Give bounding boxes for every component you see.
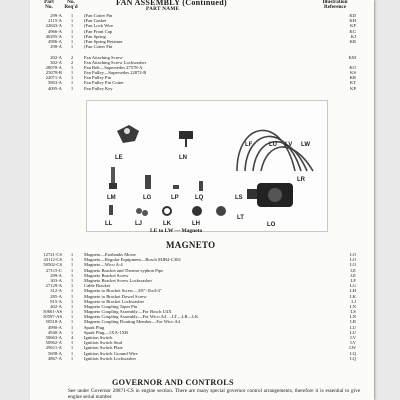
- part-number: 50601-AS: [43, 309, 62, 315]
- parts-row: [38, 356, 366, 361]
- part-name: Fan Attaching Screw Lockwasher: [84, 59, 147, 65]
- illustration-ref: LJ: [351, 298, 356, 304]
- label-lq: LQ: [195, 195, 204, 201]
- illustration-ref: LE: [350, 272, 356, 278]
- part-name: Ignition Switch Stud: [84, 340, 123, 346]
- fan-parts-list: [38, 13, 366, 91]
- illustration-ref: LV: [350, 340, 356, 346]
- part-lg: [145, 175, 151, 189]
- part-number: 5698-A: [47, 350, 62, 356]
- illustration-ref: KF: [350, 23, 356, 29]
- label-le: LE: [115, 155, 123, 161]
- part-number: 4095-A: [47, 85, 62, 91]
- part-ll: [109, 205, 113, 215]
- illustration-ref: LO: [349, 262, 356, 268]
- part-name: Magneto Bracket Screw Lockwasher: [84, 277, 152, 283]
- quantity: 1: [70, 85, 74, 91]
- quantity: 1: [70, 38, 74, 44]
- illustration-ref: KS: [350, 70, 356, 76]
- illustration-ref: LO: [349, 257, 356, 263]
- quantity: 1: [70, 303, 74, 309]
- catalog-page: [30, 0, 374, 400]
- part-name: Magneto to Bracket Dowel Screw: [84, 293, 147, 299]
- part-number: 4990-A: [47, 324, 62, 330]
- quantity: 1: [70, 18, 74, 24]
- part-name: (Fan Cotter Pin: [84, 44, 113, 50]
- illustration-ref: KG: [349, 28, 356, 34]
- part-number: 285-A: [50, 293, 62, 299]
- quantity: 1: [70, 319, 74, 325]
- part-number: 43112-CS: [43, 257, 62, 263]
- figure-caption: LE to LW — Magneto: [150, 228, 203, 234]
- illustration-ref: LN: [349, 314, 356, 320]
- part-number: 40295-A: [45, 33, 62, 39]
- part-number: 312-A: [50, 288, 62, 294]
- part-lp: [173, 185, 179, 189]
- illustration-ref: LK: [349, 293, 356, 299]
- spark-plug-part: [109, 167, 117, 189]
- part-name: Spark Plug: [84, 324, 105, 330]
- quantity: 1: [70, 262, 74, 268]
- part-name: Magneto Coupling Assembly—For Wico A4 ....LT—LR—LK: [84, 314, 199, 320]
- part-number: 815-A: [50, 298, 62, 304]
- coupling-part: [179, 131, 193, 147]
- illustration-ref: LH: [349, 288, 356, 294]
- part-name: Magneto Coupling Floating Member—For Wico A4: [84, 319, 181, 325]
- parts-illustration: [87, 101, 327, 231]
- part-number: 22843-A: [45, 23, 62, 29]
- part-name: Magneto Coupling Taper Pin: [84, 303, 138, 309]
- parts-row: [38, 86, 366, 91]
- quantity: 1: [70, 309, 74, 315]
- label-lj: LJ: [135, 221, 143, 227]
- quantity: 1: [70, 267, 74, 273]
- part-name: Ignition Switch Plate: [84, 345, 123, 351]
- part-number: 302-A: [50, 59, 62, 65]
- col-qty: No. Req'd: [64, 0, 78, 10]
- illustration-ref: LE: [350, 267, 356, 273]
- part-name: Fan Pulley Key: [84, 85, 113, 91]
- illustration-ref: KJ: [350, 33, 356, 39]
- part-lj: [136, 208, 148, 216]
- part-name: Ignition Switch: [84, 335, 113, 340]
- part-name: Fan Pulley Pin: [84, 75, 112, 81]
- part-number: 22071-A: [45, 75, 62, 81]
- part-name: Magneto—Fairbanks Morse: [84, 252, 136, 257]
- label-ln: LN: [179, 155, 187, 161]
- part-name: Fan Pulley Pin Cotter: [84, 80, 124, 86]
- bracket-part: [117, 125, 139, 143]
- quantity: 1: [70, 257, 74, 263]
- label-lp: LP: [171, 195, 179, 201]
- quantity: 1: [70, 329, 74, 335]
- magneto-heading: MAGNETO: [166, 240, 216, 250]
- label-lg: LG: [143, 195, 152, 201]
- label-lk: LK: [163, 221, 171, 227]
- governor-paragraph: See under Governor 28871-CS in engine section. There are many special governor control arrangements, therefore it is essential to give engine serial number.: [68, 388, 360, 400]
- illustration-ref: KR: [349, 75, 356, 81]
- label-lv: LV: [285, 142, 293, 148]
- label-lm: LM: [107, 195, 116, 201]
- illustration-ref: KB: [349, 38, 356, 44]
- col-illustration-ref: Illustration Reference: [322, 0, 348, 10]
- quantity: 1: [70, 70, 74, 76]
- part-number: 299-A: [50, 272, 62, 278]
- illustration-ref: LO: [349, 252, 356, 257]
- part-number: 50597-AS: [43, 314, 62, 320]
- part-name: (Fan Front Cap: [84, 28, 113, 34]
- illustration-ref: LU: [349, 324, 356, 330]
- part-number: 299-A: [50, 13, 62, 18]
- part-name: (Fan Lock Wire: [84, 23, 114, 29]
- part-number: 4867-A: [47, 355, 62, 361]
- quantity: 1: [70, 340, 74, 346]
- part-name: Magneto Bracket Screw: [84, 272, 129, 278]
- part-lq: [199, 181, 203, 191]
- part-number: 29611-A: [45, 345, 62, 351]
- part-number: 298-A: [50, 44, 62, 50]
- quantity: 1: [70, 293, 74, 299]
- illustration-ref: LU: [349, 329, 356, 335]
- quantity: 1: [70, 345, 74, 351]
- part-name: Fan Pulley—Supersedes 22872-B: [84, 70, 147, 76]
- illustration-ref: LG: [349, 283, 356, 289]
- col-part-name: PART NAME: [146, 6, 180, 12]
- label-ll: LL: [105, 221, 113, 227]
- part-name: Fan Belt—Supersedes 27578-A: [84, 64, 143, 70]
- illustration-ref: LR: [350, 319, 356, 325]
- part-number: 4986-A: [47, 38, 62, 44]
- quantity: 1: [70, 33, 74, 39]
- part-name: Magneto Coupling Assembly—For Bosch U4X: [84, 309, 172, 315]
- part-name: Spark Plug—1XA-1XB: [84, 329, 129, 335]
- part-number: 4940-A: [47, 329, 62, 335]
- part-number: 28070-A: [45, 64, 62, 70]
- part-name: Magneto to Bracket Screw—3/8"-16x3/4": [84, 288, 162, 294]
- quantity: 1: [70, 324, 74, 330]
- part-name: Cable Bracket: [84, 283, 111, 289]
- illustration-ref: LQ: [349, 350, 356, 356]
- part-name: Fan Attaching Screw: [84, 54, 123, 60]
- quantity: 1: [70, 298, 74, 304]
- quantity: 1: [70, 80, 74, 86]
- quantity: 4: [70, 335, 74, 340]
- label-lr: LR: [297, 177, 305, 183]
- part-number: 402-A: [50, 303, 62, 309]
- part-name: Ignition Switch Lockwasher: [84, 355, 137, 361]
- part-number: 2115-A: [48, 18, 62, 24]
- part-lo-washer: [216, 206, 226, 216]
- quantity: 1: [70, 283, 74, 289]
- illustration-ref: LN: [349, 303, 356, 309]
- magneto-parts-photo: [86, 100, 328, 232]
- quantity: 2: [70, 54, 74, 60]
- fan-section-title: FAN ASSEMBLY (Continued): [116, 0, 227, 7]
- quantity: 1: [70, 288, 74, 294]
- ignition-wires: [237, 130, 313, 171]
- magneto-parts-list: [38, 252, 366, 361]
- illustration-ref: LS: [350, 309, 356, 315]
- label-lh: LH: [192, 221, 200, 227]
- governor-heading: GOVERNOR AND CONTROLS: [112, 378, 234, 387]
- part-number: 5863-A: [47, 80, 62, 86]
- part-number: 202-A: [50, 54, 62, 60]
- part-name: Magneto—Wico A-4: [84, 262, 123, 268]
- quantity: 1: [70, 355, 74, 361]
- part-number: 303-A: [50, 277, 62, 283]
- part-number: 50502-CS: [43, 262, 62, 268]
- quantity: 1: [70, 13, 74, 18]
- quantity: 1: [70, 272, 74, 278]
- part-name: (Fan Spring Retainer: [84, 38, 123, 44]
- illustration-ref: KP: [350, 85, 356, 91]
- label-lo: LO: [267, 222, 276, 228]
- quantity: 1: [70, 64, 74, 70]
- illustration-ref: LF: [350, 277, 356, 283]
- illustration-ref: LV: [350, 335, 356, 340]
- part-number: 12721-CS: [43, 252, 62, 257]
- quantity: 1: [70, 277, 74, 283]
- illustration-ref: LQ: [349, 355, 356, 361]
- part-lh: [192, 206, 202, 216]
- quantity: 1: [70, 252, 74, 257]
- part-name: Magneto—Regular Equipment—Bosch MJB4-C302: [84, 257, 181, 263]
- quantity: 1: [70, 75, 74, 81]
- quantity: 1: [70, 23, 74, 29]
- part-name: (Fan Cotter Pin: [84, 13, 113, 18]
- quantity: 1: [70, 44, 74, 50]
- col-part-no: Part No.: [44, 0, 54, 10]
- part-name: (Fan Spring: [84, 33, 106, 39]
- label-lu: LU: [269, 142, 277, 148]
- part-name: (Fan Gasket: [84, 18, 107, 24]
- part-lk: [163, 207, 171, 215]
- part-name: Magneto Bracket and Thermo-syphon Pipe: [84, 267, 164, 273]
- illustration-ref: KH: [349, 18, 356, 24]
- part-name: Ignition Switch Ground Wire: [84, 350, 138, 356]
- magneto-unit: [247, 183, 293, 207]
- quantity: 1: [70, 28, 74, 34]
- quantity: 1: [70, 314, 74, 320]
- part-number: 27129-A: [45, 283, 62, 289]
- part-number: 50518-A: [45, 319, 62, 325]
- quantity: 1: [70, 350, 74, 356]
- part-number: 4966-A: [47, 28, 62, 34]
- label-ls: LS: [235, 195, 243, 201]
- illustration-ref: KD: [349, 13, 356, 18]
- label-lw: LW: [301, 142, 310, 148]
- label-lf-wire: LF: [245, 142, 253, 148]
- quantity: 2: [70, 59, 74, 65]
- part-name: Magneto to Bracket Lockwasher: [84, 298, 145, 304]
- part-number: 25078-B: [45, 70, 62, 76]
- illustration-ref: KT: [349, 80, 356, 86]
- part-number: 50663-A: [45, 335, 62, 340]
- illustration-ref: LW: [349, 345, 356, 351]
- illustration-ref: KO: [349, 64, 356, 70]
- part-number: 27115-C: [46, 267, 62, 273]
- part-number: 50962-A: [45, 340, 62, 346]
- illustration-ref: KM: [348, 54, 356, 60]
- label-lt: LT: [237, 215, 244, 221]
